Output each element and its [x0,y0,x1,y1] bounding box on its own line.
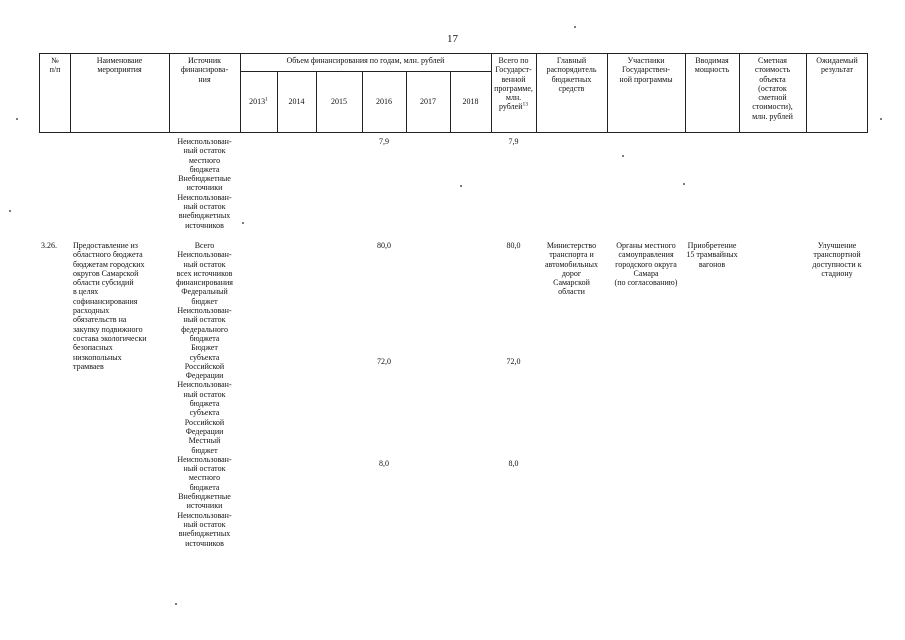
header-total: Всего по Государст- венной программе, млн. рублей$^{13}$ [494,56,533,112]
header-participants: Участники Государствен- ной программы [619,56,673,84]
row-regional-2016: 72,0 [377,357,391,366]
years-divider-line [240,71,491,72]
col-divider [240,54,241,132]
header-year-2015: 2015 [331,97,347,106]
header-source: Источник финансирова- ния [180,56,229,84]
scan-speck [880,118,882,120]
carry-over-2016: 7,9 [379,137,389,146]
header-year-2013: 2013$^1$ [249,96,268,106]
scan-speck [460,185,462,187]
scan-speck [242,222,244,224]
row-capacity: Приобретение 15 трамвайных вагонов [686,241,738,269]
row-regional-sum: 72,0 [506,357,521,366]
scan-speck [9,210,11,212]
row-result: Улучшение транспортной доступности к стадиону [812,241,862,278]
header-capacity: Вводимая мощность [694,56,730,75]
scan-speck [16,118,18,120]
scan-speck [175,603,177,605]
header-cost: Сметная стоимость объекта (остаток сметной стоимости), млн. рублей [752,56,793,121]
row-number: 3.26. [41,241,57,250]
row-participants: Органы местного самоуправления городского округа Самара (по согласованию) [614,241,678,288]
scan-speck [683,183,685,185]
header-year-2016: 2016 [376,97,392,106]
header-year-2014: 2014 [288,97,305,106]
carry-over-total: 7,9 [508,137,519,146]
header-number: № п/п [49,56,61,75]
row-total-sum: 80,0 [506,241,521,250]
row-local-sum: 8,0 [508,459,519,468]
page-number: 17 [447,33,458,45]
row-local-2016: 8,0 [379,459,389,468]
header-name: Наименоваие мероприятия [96,56,143,75]
row-total-2016: 80,0 [377,241,391,250]
scan-speck [622,155,624,157]
header-year-2018: 2018 [462,97,479,106]
header-result: Ожидаемый результат [816,56,858,75]
header-year-2017: 2017 [420,97,436,106]
scan-speck [574,26,576,28]
header-funding-group: Объем финансирования по годам, млн. рублей [286,56,445,65]
carry-over-sources: Неиспользован- ный остаток местного бюджета Внебюджетные источники Неиспользован- ный остаток внебюджетных источников [177,137,232,230]
row-name: Предоставление из областного бюджета бюджетам городских округов Самарской области субсидий в целях софинансирования расходных обязательств на закупку подвижного состава экологически безопасных низкопольных трамваев [73,241,147,371]
row-sources: Всего Неиспользован- ный остаток всех источников финансирования Федеральный бюджет Неиспользован- ный остаток федерального бюджета Бюджет субъекта Российской Федерации Неиспользован- ный остаток бюджета субъекта Российской Федерации Местный бюджет Неиспользован- ный остаток местного бюджета Внебюджетные источники Неиспользован- ный остаток внебюджетных источников [176,241,233,548]
row-manager: Министерство транспорта и автомобильных дорог Самарской области [544,241,599,297]
header-manager: Главный распорядитель бюджетных средств [546,56,597,93]
